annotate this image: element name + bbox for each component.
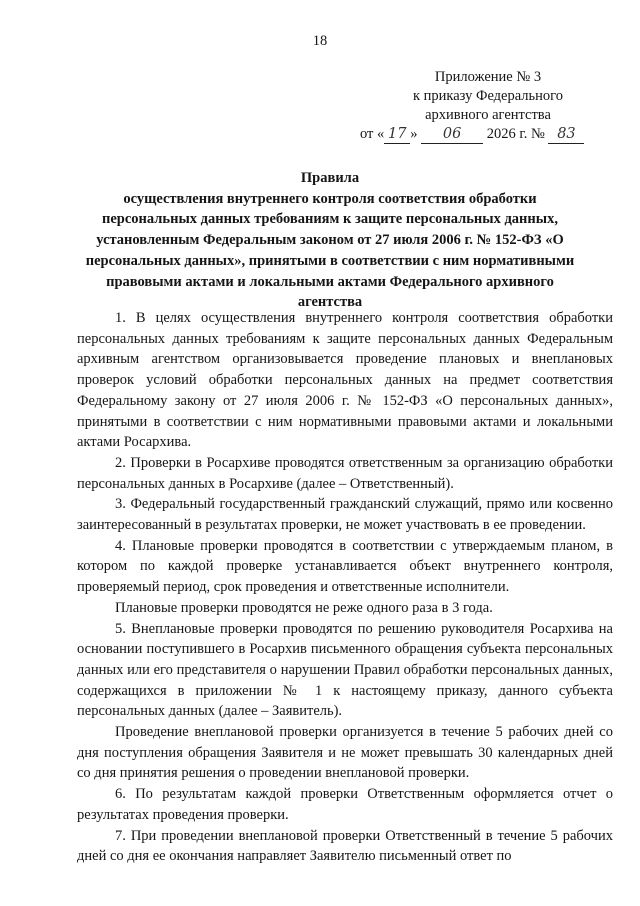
title-heading: Правила [300,170,360,186]
paragraph-6: 6. По результатам каждой проверки Ответственным оформляется отчет о результатах проведения проверки. [77,786,613,823]
document-title [85,168,575,313]
date-year: 2026 г. № [486,126,545,142]
paragraph-3: 3. Федеральный государственный гражданский служащий, прямо или косвенно заинтересованный в результатах проверки, не может участвовать в ее проведении. [77,496,613,534]
paragraph-7: 7. При проведении внеплановой проверки Ответственный в течение 5 рабочих дней со дня ее окончания направляет Заявителю письменный ответ по [77,827,613,865]
appendix-agency: архивного агентства [425,107,551,123]
paragraph-4-note: Плановые проверки проводятся не реже одного раза в 3 года. [115,599,493,616]
appendix-label: Приложение № 3 [434,69,542,85]
paragraph-5-note: Проведение внеплановой проверки организуется в течение 5 рабочих дней со дня поступления обращения Заявителя и не может превышать 30 календарных дней со дня принятия решения о проведении внеплановой проверки. [77,724,613,782]
handwritten-order-number: 83 [548,126,584,144]
paragraph-4: 4. Плановые проверки проводятся в соответствии с утверждаемым планом, в котором по каждой проверке устанавливается объект внутреннего контроля, проверяемый период, срок проведения и ответственные исполнители. [77,537,613,596]
paragraph-2: 2. Проверки в Росархиве проводятся ответственным за организацию обработки персональных данных в Росархиве (далее – Ответственный). [77,454,613,492]
paragraph-5: 5. Внеплановые проверки проводятся по решению руководителя Росархива на основании поступившего в Росархив письменного обращения субъекта персональных данных или его представителя о нарушении Правил обработки персональных данных, содержащихся в приложении № 1 к настоящему приказу, данного субъекта персональных данных (далее – Заявитель). [77,620,613,720]
document-body [77,308,613,867]
appendix-header [360,68,622,144]
paragraph-1: 1. В целях осуществления внутреннего контроля соответствия обработки персональных данных требованиям к защите персональных данных Федеральным архивным агентством организовывается проведение плановых и внеплановых проверок условий обработки персональных данных на предмет соответствия Федеральному закону от 27 июля 2006 г. № 152-ФЗ «О персональных данных», принятыми в соответствии с ним нормативными правовыми актами и локальными актами Росархива. [77,310,613,451]
appendix-order-ref: к приказу Федерального [412,88,564,104]
handwritten-day: 17 [384,126,410,144]
page-number: 18 [312,33,328,49]
date-mid: » [410,126,418,142]
date-prefix: от « [360,126,385,142]
appendix-date-line [360,125,622,144]
handwritten-month: 06 [421,126,483,144]
title-subtitle: осуществления внутреннего контроля соответствия обработки персональных данных требованиям к защите персональных данных, установленным Федеральным законом от 27 июля 2006 г. № 152-ФЗ «О персональных данных», принятыми в соответствии с ним нормативными правовыми актами и локальными актами Федерального архивного агентства [85,190,575,311]
